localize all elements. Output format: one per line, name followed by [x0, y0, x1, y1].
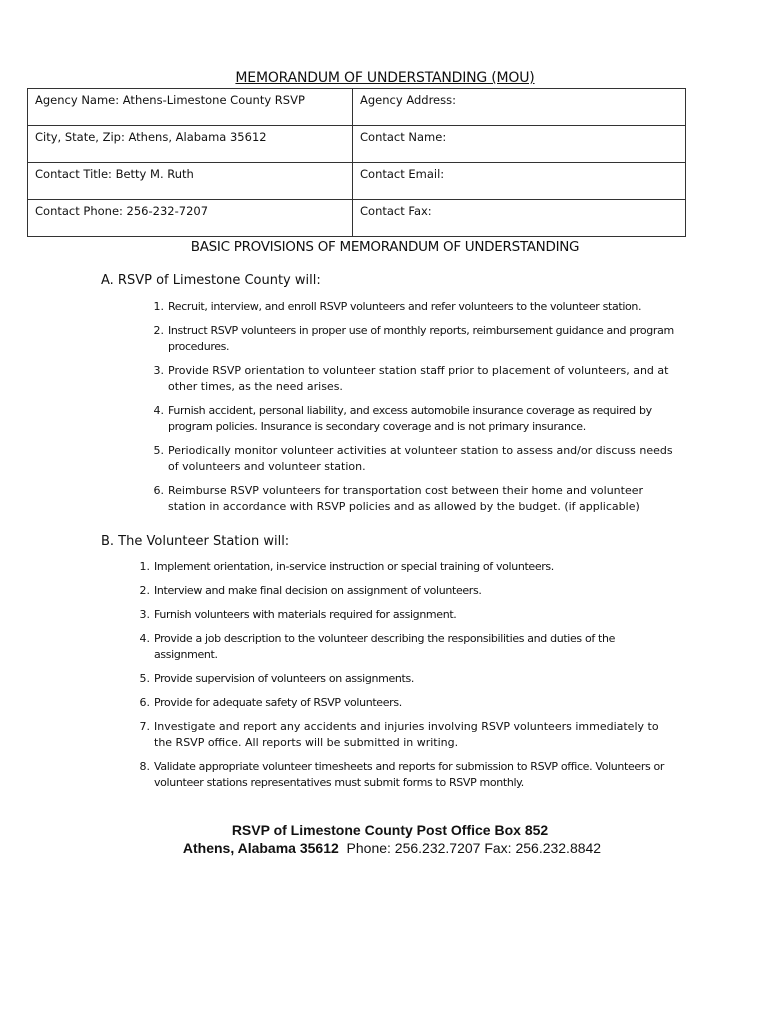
section-a-heading: A. RSVP of Limestone County will:	[101, 273, 321, 288]
item-number: 1.	[139, 560, 150, 573]
contact-name-cell: Contact Name:	[353, 126, 686, 163]
list-item	[153, 299, 676, 315]
footer-city: Athens, Alabama 35612	[182, 840, 339, 856]
item-number: 6.	[153, 484, 164, 497]
footer-contact-line	[0, 840, 770, 856]
list-item	[153, 403, 676, 435]
item-text: Interview and make final decision on assignment of volunteers.	[154, 584, 482, 597]
list-item	[153, 323, 676, 355]
list-item	[139, 695, 674, 711]
item-number: 4.	[153, 404, 164, 417]
basic-provisions-heading: BASIC PROVISIONS OF MEMORANDUM OF UNDERSTANDING	[190, 239, 580, 255]
item-text: Provide for adequate safety of RSVP volunteers.	[154, 696, 402, 709]
section-a-list	[153, 299, 676, 523]
list-item	[139, 719, 674, 751]
item-number: 6.	[139, 696, 150, 709]
item-text: Provide supervision of volunteers on assignments.	[154, 672, 414, 685]
section-b-heading: B. The Volunteer Station will:	[101, 534, 290, 549]
list-item	[139, 671, 674, 687]
contact-title-cell: Contact Title: Betty M. Ruth	[28, 163, 353, 200]
contact-email-cell: Contact Email:	[353, 163, 686, 200]
footer-phone-fax: Phone: 256.232.7207 Fax: 256.232.8842	[338, 840, 602, 856]
agency-name-cell: Agency Name: Athens-Limestone County RSVP	[28, 89, 353, 126]
list-item	[139, 559, 674, 575]
agency-info-table	[27, 88, 686, 237]
item-number: 5.	[139, 672, 150, 685]
table-row	[28, 200, 686, 237]
item-text: Investigate and report any accidents and injuries involving RSVP volunteers immediately to the RSVP office. All reports will be submitted in writing.	[154, 720, 659, 749]
agency-address-cell: Agency Address:	[353, 89, 686, 126]
item-text: Provide RSVP orientation to volunteer station staff prior to placement of volunteers, and at other times, as the need arises.	[168, 364, 669, 393]
section-b-list	[139, 559, 674, 799]
contact-phone-cell: Contact Phone: 256-232-7207	[28, 200, 353, 237]
item-text: Provide a job description to the volunteer describing the responsibilities and duties of the assignment.	[154, 632, 615, 661]
item-number: 4.	[139, 632, 150, 645]
table-row	[28, 163, 686, 200]
contact-fax-cell: Contact Fax:	[353, 200, 686, 237]
item-text: Recruit, interview, and enroll RSVP volunteers and refer volunteers to the volunteer station.	[168, 300, 642, 313]
list-item	[139, 583, 674, 599]
item-text: Furnish accident, personal liability, and excess automobile insurance coverage as required by program policies. Insurance is secondary coverage and is not primary insurance.	[168, 404, 652, 433]
list-item	[153, 483, 676, 515]
list-item	[139, 759, 674, 791]
list-item	[139, 631, 674, 663]
list-item	[153, 363, 676, 395]
item-text: Periodically monitor volunteer activities at volunteer station to assess and/or discuss needs of volunteers and volunteer station.	[168, 444, 673, 473]
table-row	[28, 126, 686, 163]
item-number: 3.	[139, 608, 150, 621]
item-text: Validate appropriate volunteer timesheets and reports for submission to RSVP office. Volunteers or volunteer stations representatives must submit forms to RSVP monthly.	[154, 760, 665, 789]
item-number: 5.	[153, 444, 164, 457]
list-item	[153, 443, 676, 475]
list-item	[139, 607, 674, 623]
document-title: MEMORANDUM OF UNDERSTANDING (MOU)	[235, 70, 535, 86]
item-text: Reimburse RSVP volunteers for transportation cost between their home and volunteer station in accordance with RSVP policies and as allowed by the budget. (if applicable)	[168, 484, 644, 513]
item-number: 2.	[153, 324, 164, 337]
item-text: Implement orientation, in-service instruction or special training of volunteers.	[154, 560, 554, 573]
item-text: Instruct RSVP volunteers in proper use of monthly reports, reimbursement guidance and program procedures.	[168, 324, 674, 353]
item-number: 8.	[139, 760, 150, 773]
footer-address-line: RSVP of Limestone County Post Office Box 852	[231, 822, 549, 838]
city-state-zip-cell: City, State, Zip: Athens, Alabama 35612	[28, 126, 353, 163]
item-number: 7.	[139, 720, 150, 733]
item-number: 1.	[153, 300, 164, 313]
item-text: Furnish volunteers with materials required for assignment.	[154, 608, 457, 621]
item-number: 2.	[139, 584, 150, 597]
item-number: 3.	[153, 364, 164, 377]
table-row	[28, 89, 686, 126]
